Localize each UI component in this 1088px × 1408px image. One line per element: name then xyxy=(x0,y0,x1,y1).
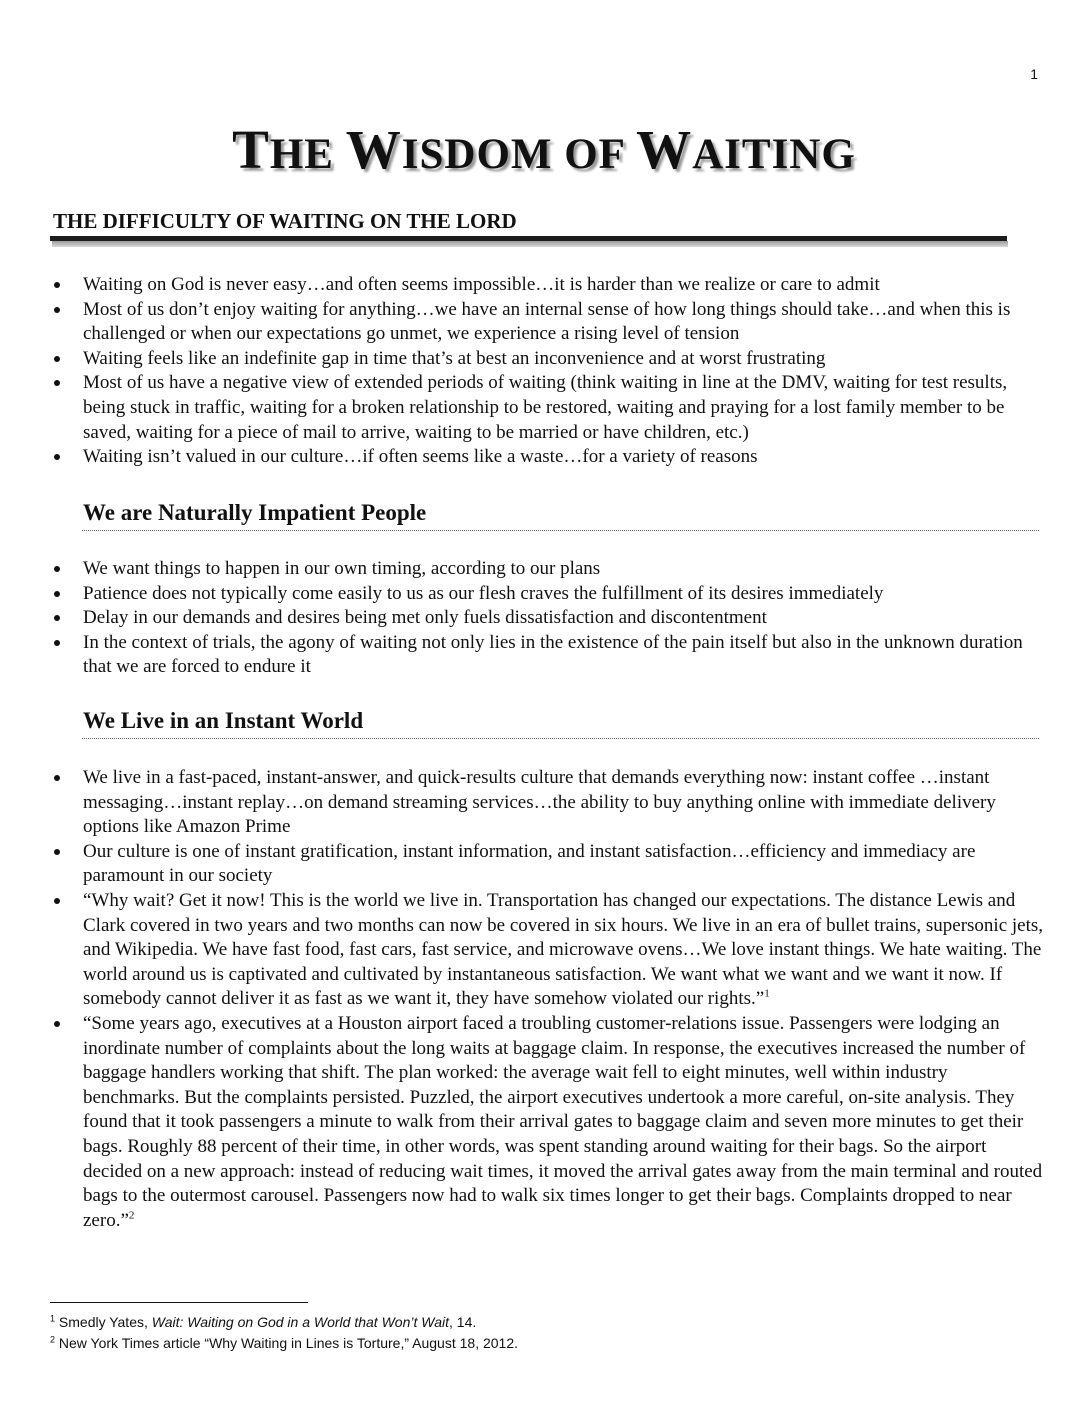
footnote-reference: 1 xyxy=(764,988,770,1001)
bullet-icon xyxy=(54,356,60,362)
list-item: We live in a fast-paced, instant-answer, and quick-results culture that demands everything now: instant coffee …instant messaging…instant replay…on demand streaming services…the ability to buy anything online with immediate delivery options like Amazon Prime xyxy=(0,766,1043,840)
list-item: Waiting feels like an indefinite gap in time that’s at best an inconvenience and at worst frustrating xyxy=(0,347,1043,372)
bullet-icon xyxy=(54,307,60,313)
list-item: “Why wait? Get it now! This is the world we live in. Transportation has changed our expectations. The distance Lewis and Clark covered in two years and two months can now be covered in six hours. We live in an era of bullet trains, supersonic jets, and Wikipedia. We have fast food, fast cars, fast service, and microwave ovens…We love instant things. We hate waiting. The world around us is captivated and cultivated by instantaneous satisfaction. We want what we want and we want it now. If somebody cannot deliver it as fast as we want it, they have somehow violated our rights.”$^1$ xyxy=(0,889,1043,1012)
bullet-icon xyxy=(54,849,60,855)
list-item: Delay in our demands and desires being met only fuels dissatisfaction and discontentment xyxy=(0,606,1043,631)
list-item: “Some years ago, executives at a Houston airport faced a troubling customer-relations issue. Passengers were lodging an inordinate number of complaints about the long waits at baggage claim. In response, the executives increased the number of baggage handlers working that shift. The plan worked: the average wait fell to eight minutes, well within industry benchmarks. But the complaints persisted. Puzzled, the airport executives undertook a more careful, on-site analysis. They found that it took passengers a minute to walk from their arrival gates to baggage claim and seven more minutes to get their bags. Roughly 88 percent of their time, in other words, was spent standing around waiting for their bags. So the airport decided on a new approach: instead of reducing wait times, it moved the arrival gates away from the main terminal and routed bags to the outermost carousel. Passengers now had to walk six times longer to get their bags. Complaints dropped to near zero.”$^2$ xyxy=(0,1012,1043,1233)
section-heading: THE DIFFICULTY OF WAITING ON THE LORD xyxy=(53,209,517,233)
footnote-1: $^1$ Smedly Yates, Wait: Waiting on God in a World that Won’t Wait, 14. xyxy=(50,1313,477,1330)
list-item: Most of us don’t enjoy waiting for anything…we have an internal sense of how long things should take…and when this is challenged or when our expectations go unmet, we experience a rising level of tension xyxy=(0,298,1043,347)
section-divider-shadow xyxy=(52,241,1008,247)
bullet-icon xyxy=(54,898,60,904)
footnote-divider xyxy=(50,1302,308,1303)
intro-bullet-list xyxy=(0,273,1088,470)
bullet-icon xyxy=(54,454,60,460)
bullet-icon xyxy=(54,640,60,646)
instant-world-bullet-list xyxy=(0,766,1088,1233)
page-number: 1 xyxy=(1030,66,1038,82)
list-item: Most of us have a negative view of extended periods of waiting (think waiting in line at the DMV, waiting for test results, being stuck in traffic, waiting for a broken relationship to be restored, waiting and praying for a lost family member to be saved, waiting for a piece of mail to arrive, waiting to be married or have children, etc.) xyxy=(0,371,1043,445)
footnote-reference: 2 xyxy=(128,1209,135,1222)
subheading-divider xyxy=(82,530,1039,531)
bullet-icon xyxy=(54,380,60,386)
bullet-icon xyxy=(54,775,60,781)
list-item: Patience does not typically come easily to us as our flesh craves the fulfillment of its desires immediately xyxy=(0,582,1043,607)
impatient-bullet-list xyxy=(0,557,1088,680)
bullet-icon xyxy=(54,566,60,572)
document-title: THE WISDOM OF WAITING xyxy=(232,119,856,180)
subheading-divider xyxy=(82,738,1039,739)
bullet-icon xyxy=(54,282,60,288)
list-item: Waiting on God is never easy…and often seems impossible…it is harder than we realize or care to admit xyxy=(0,273,1043,298)
footnote-2: $^2$ New York Times article “Why Waiting in Lines is Torture,” August 18, 2012. xyxy=(50,1334,519,1351)
bullet-icon xyxy=(54,591,60,597)
list-item: Our culture is one of instant gratification, instant information, and instant satisfaction…efficiency and immediacy are paramount in our society xyxy=(0,840,1043,889)
bullet-icon xyxy=(54,615,60,621)
list-item: In the context of trials, the agony of waiting not only lies in the existence of the pain itself but also in the unknown duration that we are forced to endure it xyxy=(0,631,1043,680)
subheading-impatient: We are Naturally Impatient People xyxy=(83,500,427,525)
list-item: Waiting isn’t valued in our culture…if often seems like a waste…for a variety of reasons xyxy=(0,445,1043,470)
list-item: We want things to happen in our own timing, according to our plans xyxy=(0,557,1043,582)
subheading-instant-world: We Live in an Instant World xyxy=(83,708,364,733)
bullet-icon xyxy=(54,1021,60,1027)
